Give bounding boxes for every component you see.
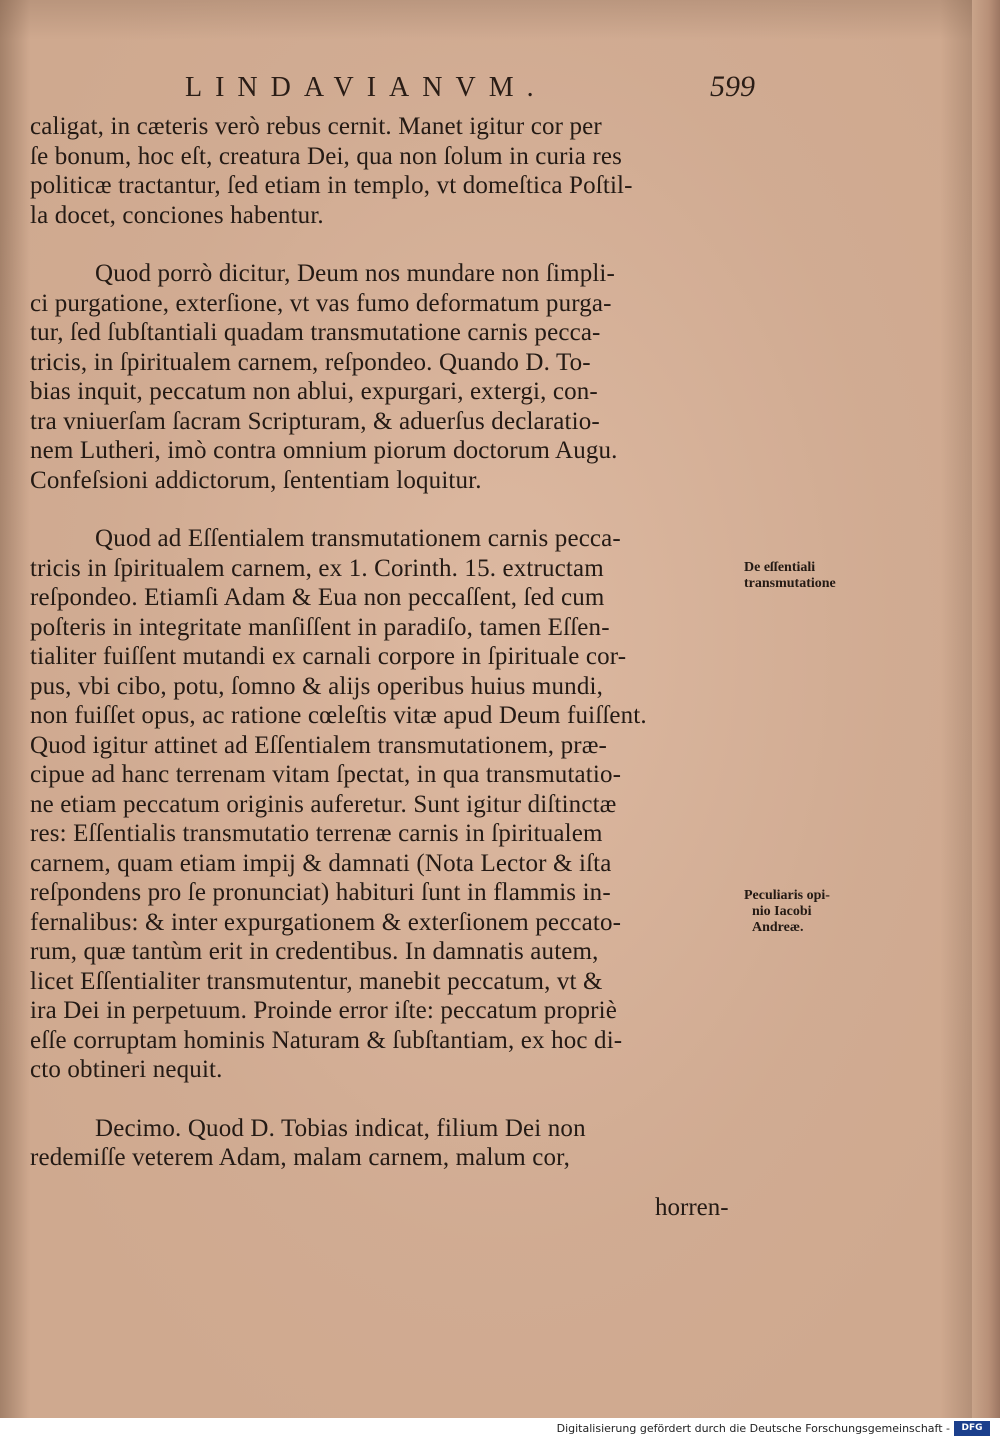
text-line: eſſe corruptam hominis Naturam & ſubſtantiam, ex hoc di-	[30, 1026, 623, 1054]
text-line: Decimo. Quod D. Tobias indicat, filium Dei non	[95, 1114, 586, 1142]
text-line: caligat, in cæteris verò rebus cernit. Manet igitur cor per	[30, 113, 602, 140]
text-line: Quod igitur attinet ad Eſſentialem transmutationem, præ-	[30, 731, 608, 759]
text-line: rum, quæ tantùm erit in credentibus. In damnatis autem,	[30, 938, 599, 965]
text-line: ſe bonum, hoc eſt, creatura Dei, qua non ſolum in curia res	[30, 142, 622, 170]
margin-note	[744, 888, 830, 936]
text-line: la docet, conciones habentur.	[30, 201, 324, 229]
text-line: non fuiſſet opus, ac ratione cœleſtis vitæ apud Deum fuiſſent.	[30, 702, 647, 729]
page-shadow	[0, 0, 1000, 40]
text-line: ne etiam peccatum originis auferetur. Sunt igitur diſtinctæ	[30, 790, 617, 818]
text-line: reſpondeo. Etiamſi Adam & Eua non peccaſſent, ſed cum	[30, 584, 605, 611]
text-block	[30, 112, 742, 1173]
page-edge	[972, 0, 1000, 1418]
text-line: cto obtineri nequit.	[30, 1056, 223, 1083]
text-line: tricis, in ſpiritualem carnem, reſpondeo. Quando D. To-	[30, 348, 591, 376]
footer-bar	[0, 1418, 1000, 1440]
running-title: LINDAVIANVM.	[185, 72, 547, 103]
margin-note-line: Peculiaris opi-	[744, 888, 830, 903]
text-line: pus, vbi cibo, potu, ſomno & alijs operibus huius mundi,	[30, 672, 603, 700]
paragraph-gap	[30, 495, 742, 524]
margin-note-line: nio Iacobi	[752, 904, 812, 919]
text-line: Quod ad Eſſentialem transmutationem carnis pecca-	[95, 525, 621, 552]
page-number: 599	[710, 70, 755, 103]
text-line: Confeſsioni addictorum, ſententiam loquitur.	[30, 466, 482, 494]
page-header	[185, 70, 765, 108]
text-line: poſteris in integritate manſiſſent in paradiſo, tamen Eſſen-	[30, 613, 610, 641]
margin-note-line: Andreæ.	[752, 920, 804, 935]
text-line: fernalibus: & inter expurgationem & exterſionem peccato-	[30, 908, 622, 936]
text-line: ci purgatione, exterſione, vt vas fumo deformatum purga-	[30, 289, 612, 317]
text-line: tra vniuerſam ſacram Scripturam, & aduerſus declaratio-	[30, 407, 600, 435]
margin-note-line: De eſſentiali	[744, 560, 816, 575]
text-line: cipue ad hanc terrenam vitam ſpectat, in qua transmutatio-	[30, 761, 622, 788]
text-line: nem Lutheri, imò contra omnium piorum doctorum Augu.	[30, 437, 618, 464]
text-line: tur, ſed ſubſtantiali quadam transmutatione carnis pecca-	[30, 319, 601, 346]
margin-note	[744, 560, 836, 592]
text-line: licet Eſſentialiter transmutentur, manebit peccatum, vt &	[30, 967, 603, 995]
text-line: res: Eſſentialis transmutatio terrenæ carnis in ſpiritualem	[30, 820, 603, 847]
text-line: bias inquit, peccatum non ablui, expurgari, extergi, con-	[30, 378, 598, 405]
text-line: reſpondens pro ſe pronunciat) habituri ſunt in flammis in-	[30, 879, 611, 906]
text-line: tricis in ſpiritualem carnem, ex 1. Corinth. 15. extructam	[30, 554, 604, 582]
funding-credit: Digitalisierung gefördert durch die Deutsche Forschungsgemeinschaft -	[556, 1422, 950, 1435]
margin-note-line: transmutatione	[744, 576, 836, 591]
text-line: tialiter fuiſſent mutandi ex carnali corpore in ſpirituale cor-	[30, 643, 627, 670]
text-line: Quod porrò dicitur, Deum nos mundare non ſimpli-	[95, 260, 616, 287]
paragraph-gap	[30, 230, 742, 259]
paragraph-gap	[30, 1085, 742, 1114]
text-line: redemiſſe veterem Adam, malam carnem, malum cor,	[30, 1144, 571, 1171]
text-line: carnem, quam etiam impij & damnati (Nota Lector & iſta	[30, 849, 612, 877]
catchword: horren-	[655, 1194, 729, 1221]
dfg-logo: DFG	[954, 1421, 990, 1436]
text-line: politicæ tractantur, ſed etiam in templo, vt domeſtica Poſtil-	[30, 172, 633, 199]
text-line: ira Dei in perpetuum. Proinde error iſte: peccatum propriè	[30, 997, 617, 1024]
